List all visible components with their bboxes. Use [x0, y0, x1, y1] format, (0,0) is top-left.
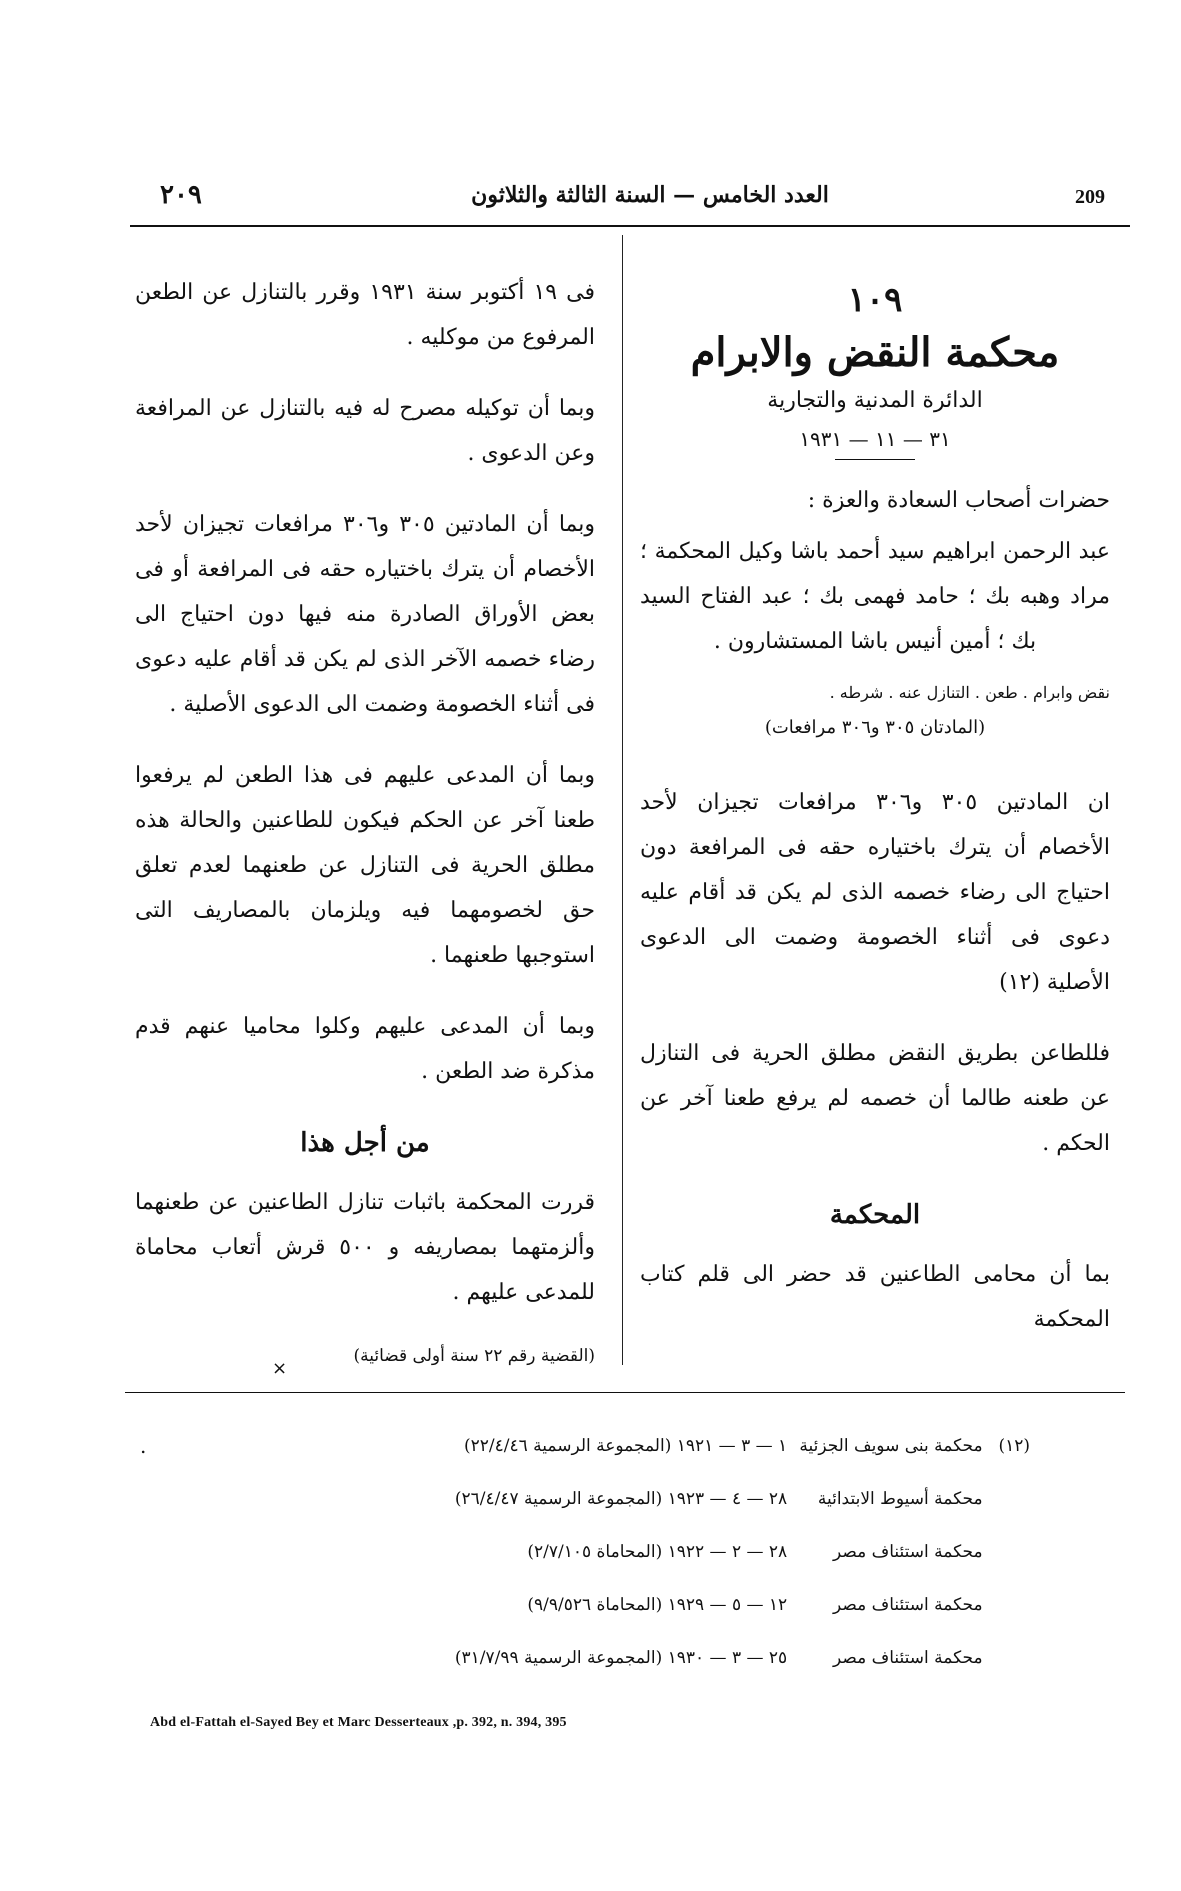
bibliography: Abd el-Fattah el-Sayed Bey et Marc Desserteaux ,p. 392, n. 394, 395: [150, 1715, 567, 1730]
handwritten-mark: ×: [272, 1358, 288, 1379]
page-header: [130, 180, 1130, 220]
ruling: قررت المحكمة باثبات تنازل الطاعنين عن طعنهما وألزمتهما بمصاريفه و ٥٠٠ قرش أتعاب محاماة للمدعى عليهم .: [135, 1190, 595, 1305]
court-section-title: المحكمة: [829, 1200, 921, 1230]
paragraph-2: وبما أن توكيله مصرح له فيه بالتنازل عن المرافعة وعن الدعوى .: [135, 396, 595, 466]
opening-line: بما أن محامى الطاعنين قد حضر الى قلم كتاب المحكمة: [640, 1262, 1110, 1332]
footnote-line: محكمة استئناف مصر ١٢ — ٥ — ١٩٢٩ (المحاماة ٩/٩/٥٢٦): [527, 1595, 983, 1615]
footnotes: [130, 1420, 1030, 1685]
judges-list: عبد الرحمن ابراهيم سيد أحمد باشا وكيل المحكمة ؛ مراد وهبه بك ؛ حامد فهمى بك ؛ عبد الفتاح السيد بك ؛ أمين أنيس باشا المستشارون .: [640, 539, 1110, 654]
case-number: ١٠٩: [847, 280, 903, 320]
column-divider: [622, 235, 623, 1365]
footnote-rule: [125, 1392, 1125, 1393]
paragraph-4: وبما أن المدعى عليهم فى هذا الطعن لم يرفعوا طعنا آخر عن الحكم فيكون للطاعنين والحالة هذه مطلق الحرية فى التنازل عن طعنهما لعدم تعلق حق لخصومهما فيه ويلزمان بالمصاريف التى استوجبها طعنهما .: [135, 763, 595, 968]
short-rule: [835, 459, 915, 460]
principle-1: ان المادتين ٣٠٥ و٣٠٦ مرافعات تجيزان لأحد الأخصام أن يترك باختياره حقه فى المرافعة دون احتياج الى رضاء خصمه الذى لم يكن قد أقام عليه دعوى فى أثناء الخصومة وضمت الى الدعوى الأصلية (١٢): [640, 790, 1110, 995]
footnote-dot: .: [140, 1434, 147, 1458]
footnote-line: محكمة استئناف مصر ٢٥ — ٣ — ١٩٣٠ (المجموعة الرسمية ٣١/٧/٩٩): [454, 1648, 983, 1668]
court-name: محكمة النقض والابرام: [690, 329, 1060, 376]
footnote-line: (١٢) محكمة بنى سويف الجزئية ١ — ٣ — ١٩٢١ (المجموعة الرسمية ٢٢/٤/٤٦): [130, 1420, 1030, 1473]
ruling-section-title: من أجل هذا: [300, 1128, 430, 1158]
paragraph-1: فى ١٩ أكتوبر سنة ١٩٣١ وقرر بالتنازل عن الطعن المرفوع من موكليه .: [135, 280, 595, 350]
case-reference: (القضية رقم ٢٢ سنة أولى قضائية): [353, 1346, 595, 1366]
judges-intro: حضرات أصحاب السعادة والعزة :: [807, 488, 1110, 513]
running-title: العدد الخامس — السنة الثالثة والثلاثون: [471, 182, 829, 208]
left-column: [135, 270, 595, 1371]
paragraph-5: وبما أن المدعى عليهم وكلوا محاميا عنهم قدم مذكرة ضد الطعن .: [135, 1014, 595, 1084]
header-rule: [130, 225, 1130, 227]
footnote-line: محكمة أسيوط الابتدائية ٢٨ — ٤ — ١٩٢٣ (المجموعة الرسمية ٢٦/٤/٤٧): [454, 1489, 983, 1509]
page-number-latin: 209: [1075, 186, 1105, 208]
keywords: نقض وابرام . طعن . التنازل عنه . شرطه .: [829, 683, 1110, 702]
paragraph-3: وبما أن المادتين ٣٠٥ و٣٠٦ مرافعات تجيزان لأحد الأخصام أن يترك باختياره حقه فى المرافعة أو فى بعض الأوراق الصادرة منه فيها دون احتياج الى رضاء خصمه الآخر الذى لم يكن قد أقام عليه دعوى فى أثناء الخصومة وضمت الى الدعوى الأصلية .: [135, 512, 595, 717]
right-column: [640, 275, 1110, 1368]
articles-cited: (المادتان ٣٠٥ و٣٠٦ مرافعات): [764, 717, 986, 738]
footnote-number: (١٢): [998, 1436, 1030, 1456]
footnote-line: محكمة استئناف مصر ٢٨ — ٢ — ١٩٢٢ (المحاماة ٢/٧/١٠٥): [527, 1542, 983, 1562]
page-number-arabic: ٢٠٩: [160, 180, 202, 210]
principle-2: فللطاعن بطريق النقض مطلق الحرية فى التنازل عن طعنه طالما أن خصمه لم يرفع طعنا آخر عن الحكم .: [640, 1041, 1110, 1156]
chamber-name: الدائرة المدنية والتجارية: [767, 388, 983, 413]
judgment-date: ٣١ — ١١ — ١٩٣١: [799, 427, 951, 451]
